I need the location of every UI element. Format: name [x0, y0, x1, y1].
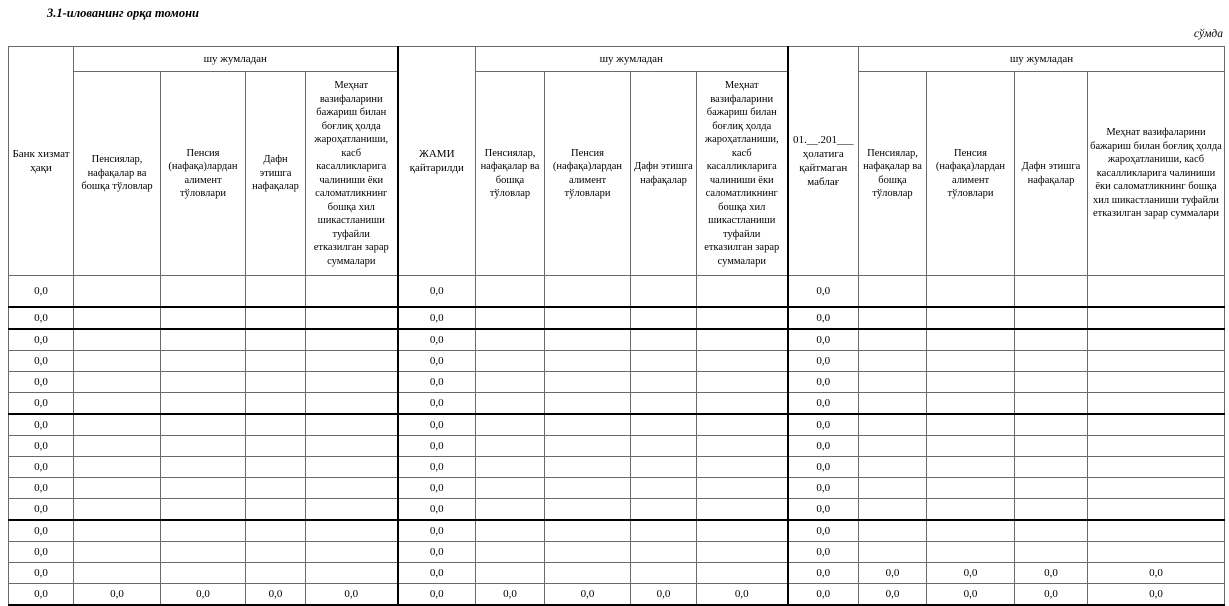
cell: 0,0 [476, 584, 545, 606]
cell [697, 542, 788, 563]
cell [306, 563, 398, 584]
cell [306, 520, 398, 542]
cell [859, 520, 927, 542]
cell: 0,0 [398, 414, 476, 436]
cell [476, 478, 545, 499]
cell [306, 499, 398, 521]
cell: 0,0 [398, 457, 476, 478]
cell [697, 351, 788, 372]
cell: 0,0 [788, 372, 859, 393]
cell [927, 542, 1015, 563]
cell: 0,0 [788, 393, 859, 415]
cell [927, 414, 1015, 436]
cell: 0,0 [398, 563, 476, 584]
column-header-burial-2: Дафн этишга нафақалар [631, 72, 697, 276]
cell [306, 414, 398, 436]
cell [476, 520, 545, 542]
cell: 0,0 [9, 584, 74, 606]
cell: 0,0 [9, 542, 74, 563]
cell: 0,0 [398, 276, 476, 308]
table-row [9, 372, 1225, 393]
column-header-injury-1: Меҳнат вазифаларини бажариш билан боғлиқ ҳолда жароҳатланиши, касб касалликларига чалиниши ёки саломатликнинг бошқа хил шикастланиши туфайли етказилган зарар суммалари [306, 72, 398, 276]
cell [246, 351, 306, 372]
cell: 0,0 [161, 584, 246, 606]
cell: 0,0 [1088, 563, 1225, 584]
cell [1088, 457, 1225, 478]
table-row [9, 457, 1225, 478]
cell [631, 478, 697, 499]
cell [697, 436, 788, 457]
cell: 0,0 [74, 584, 161, 606]
cell [631, 414, 697, 436]
cell [927, 499, 1015, 521]
cell: 0,0 [9, 478, 74, 499]
cell [545, 414, 631, 436]
cell: 0,0 [859, 563, 927, 584]
cell [306, 436, 398, 457]
cell [631, 329, 697, 351]
cell [161, 414, 246, 436]
cell [697, 414, 788, 436]
cell [927, 307, 1015, 329]
table-row [9, 584, 1225, 606]
cell [1088, 436, 1225, 457]
cell [476, 393, 545, 415]
cell: 0,0 [9, 276, 74, 308]
cell: 0,0 [788, 520, 859, 542]
cell: 0,0 [1015, 563, 1088, 584]
cell: 0,0 [927, 563, 1015, 584]
cell [859, 414, 927, 436]
cell [1088, 478, 1225, 499]
table-row [9, 329, 1225, 351]
cell: 0,0 [788, 307, 859, 329]
cell [631, 351, 697, 372]
cell [74, 414, 161, 436]
cell [927, 478, 1015, 499]
cell [545, 499, 631, 521]
cell [1088, 499, 1225, 521]
cell [697, 563, 788, 584]
table-row [9, 520, 1225, 542]
cell: 0,0 [9, 499, 74, 521]
cell [246, 563, 306, 584]
cell: 0,0 [398, 351, 476, 372]
cell [74, 276, 161, 308]
cell [1015, 499, 1088, 521]
cell [1015, 414, 1088, 436]
cell [161, 520, 246, 542]
cell [74, 307, 161, 329]
column-header-alimony-1: Пенсия (нафақа)лардан алимент тўловлари [161, 72, 246, 276]
cell [631, 276, 697, 308]
column-header-pensions-2: Пенсиялар, нафақалар ва бошқа тўловлар [476, 72, 545, 276]
cell [859, 457, 927, 478]
cell [306, 393, 398, 415]
cell: 0,0 [631, 584, 697, 606]
cell [246, 393, 306, 415]
cell [161, 351, 246, 372]
cell: 0,0 [788, 457, 859, 478]
cell [1088, 520, 1225, 542]
cell [631, 457, 697, 478]
table-row [9, 414, 1225, 436]
cell: 0,0 [9, 414, 74, 436]
cell [545, 478, 631, 499]
cell [927, 372, 1015, 393]
cell [859, 276, 927, 308]
cell [74, 499, 161, 521]
cell [927, 393, 1015, 415]
cell: 0,0 [788, 414, 859, 436]
cell [246, 457, 306, 478]
cell [161, 276, 246, 308]
cell [1015, 351, 1088, 372]
table-row [9, 307, 1225, 329]
cell: 0,0 [398, 436, 476, 457]
report-table [8, 46, 1225, 606]
cell [927, 436, 1015, 457]
page-title: 3.1-илованинг орқа томони [47, 6, 199, 20]
table-row [9, 276, 1225, 308]
cell [697, 307, 788, 329]
cell [74, 563, 161, 584]
table-row [9, 563, 1225, 584]
cell [306, 457, 398, 478]
cell [476, 372, 545, 393]
cell [631, 372, 697, 393]
cell [476, 414, 545, 436]
cell: 0,0 [398, 372, 476, 393]
cell [74, 478, 161, 499]
cell [476, 457, 545, 478]
cell [631, 307, 697, 329]
cell [697, 329, 788, 351]
cell [631, 520, 697, 542]
cell [1015, 329, 1088, 351]
cell: 0,0 [398, 307, 476, 329]
cell [306, 329, 398, 351]
cell [74, 457, 161, 478]
table-row [9, 351, 1225, 372]
cell [476, 542, 545, 563]
cell [697, 372, 788, 393]
column-header-injury-3: Меҳнат вазифаларини бажариш билан боғлиқ ҳолда жароҳатланиши, касб касалликларига чалиниши ёки саломатликнинг бошқа хил шикастланиши туфайли етказилган зарар суммалари [1088, 72, 1225, 276]
column-header-not-returned: 01.__.201___ ҳолатига қайтмаган маблағ [788, 47, 859, 276]
cell: 0,0 [398, 478, 476, 499]
cell: 0,0 [859, 584, 927, 606]
cell [1015, 457, 1088, 478]
cell: 0,0 [9, 351, 74, 372]
cell [476, 307, 545, 329]
cell: 0,0 [398, 542, 476, 563]
column-header-pensions-1: Пенсиялар, нафақалар ва бошқа тўловлар [74, 72, 161, 276]
cell [545, 351, 631, 372]
cell: 0,0 [9, 457, 74, 478]
cell [1015, 307, 1088, 329]
cell [1015, 436, 1088, 457]
cell [631, 563, 697, 584]
cell [859, 393, 927, 415]
cell [246, 542, 306, 563]
cell [476, 436, 545, 457]
cell [927, 520, 1015, 542]
cell: 0,0 [788, 478, 859, 499]
cell: 0,0 [697, 584, 788, 606]
cell: 0,0 [246, 584, 306, 606]
cell: 0,0 [9, 436, 74, 457]
cell [161, 436, 246, 457]
cell [74, 436, 161, 457]
cell: 0,0 [788, 584, 859, 606]
cell [545, 457, 631, 478]
column-header-bank-fee: Банк хизмат ҳақи [9, 47, 74, 276]
cell: 0,0 [398, 393, 476, 415]
cell [927, 276, 1015, 308]
cell [859, 436, 927, 457]
cell: 0,0 [9, 329, 74, 351]
currency-note: сўмда [1193, 28, 1223, 40]
cell [697, 499, 788, 521]
cell [306, 276, 398, 308]
cell [306, 307, 398, 329]
cell [1015, 520, 1088, 542]
cell: 0,0 [398, 499, 476, 521]
cell [161, 563, 246, 584]
cell [1088, 351, 1225, 372]
cell [161, 499, 246, 521]
cell [859, 372, 927, 393]
cell [927, 351, 1015, 372]
cell [1088, 542, 1225, 563]
cell: 0,0 [788, 563, 859, 584]
cell [476, 351, 545, 372]
cell [246, 276, 306, 308]
cell [1088, 307, 1225, 329]
cell: 0,0 [927, 584, 1015, 606]
cell [859, 499, 927, 521]
group-header-section3: шу жумладан [859, 47, 1225, 72]
cell [476, 499, 545, 521]
cell [246, 520, 306, 542]
cell: 0,0 [9, 307, 74, 329]
table-row [9, 499, 1225, 521]
column-header-burial-3: Дафн этишга нафақалар [1015, 72, 1088, 276]
cell [697, 478, 788, 499]
cell [161, 478, 246, 499]
table-body [9, 276, 1225, 606]
cell [161, 329, 246, 351]
cell [631, 499, 697, 521]
cell [1015, 276, 1088, 308]
cell [1088, 329, 1225, 351]
cell: 0,0 [398, 520, 476, 542]
cell: 0,0 [398, 329, 476, 351]
cell [927, 329, 1015, 351]
cell: 0,0 [788, 542, 859, 563]
cell: 0,0 [9, 563, 74, 584]
cell [246, 478, 306, 499]
column-header-alimony-2: Пенсия (нафақа)лардан алимент тўловлари [545, 72, 631, 276]
cell: 0,0 [9, 393, 74, 415]
cell [306, 372, 398, 393]
cell [246, 499, 306, 521]
cell [1088, 393, 1225, 415]
cell [246, 436, 306, 457]
table-row [9, 393, 1225, 415]
cell [161, 542, 246, 563]
cell: 0,0 [545, 584, 631, 606]
cell [476, 276, 545, 308]
table-row [9, 436, 1225, 457]
cell [306, 351, 398, 372]
cell [1088, 276, 1225, 308]
column-header-burial-1: Дафн этишга нафақалар [246, 72, 306, 276]
column-header-alimony-3: Пенсия (нафақа)лардан алимент тўловлари [927, 72, 1015, 276]
cell [545, 372, 631, 393]
cell [859, 351, 927, 372]
cell: 0,0 [1088, 584, 1225, 606]
cell: 0,0 [788, 276, 859, 308]
cell [545, 276, 631, 308]
cell [697, 457, 788, 478]
cell: 0,0 [788, 351, 859, 372]
cell [1015, 393, 1088, 415]
cell [74, 351, 161, 372]
cell [1088, 372, 1225, 393]
cell [306, 542, 398, 563]
table-row [9, 542, 1225, 563]
cell [859, 542, 927, 563]
cell [74, 520, 161, 542]
cell: 0,0 [788, 436, 859, 457]
cell [697, 520, 788, 542]
cell [161, 307, 246, 329]
cell [161, 372, 246, 393]
cell [697, 276, 788, 308]
cell: 0,0 [1015, 584, 1088, 606]
table-header [9, 47, 1225, 276]
cell [545, 329, 631, 351]
cell [927, 457, 1015, 478]
column-header-pensions-3: Пенсиялар, нафақалар ва бошқа тўловлар [859, 72, 927, 276]
cell [545, 393, 631, 415]
group-header-section1: шу жумладан [74, 47, 398, 72]
cell [631, 542, 697, 563]
cell [859, 307, 927, 329]
cell [1015, 542, 1088, 563]
cell [161, 457, 246, 478]
cell [859, 478, 927, 499]
cell [1015, 372, 1088, 393]
cell [545, 436, 631, 457]
cell [246, 414, 306, 436]
column-header-total-returned: ЖАМИ қайтарилди [398, 47, 476, 276]
cell [74, 329, 161, 351]
cell [246, 307, 306, 329]
cell [476, 563, 545, 584]
cell [74, 372, 161, 393]
cell [1088, 414, 1225, 436]
table-row [9, 478, 1225, 499]
cell [246, 329, 306, 351]
cell: 0,0 [788, 499, 859, 521]
cell [545, 307, 631, 329]
cell [161, 393, 246, 415]
cell: 0,0 [9, 520, 74, 542]
cell: 0,0 [306, 584, 398, 606]
cell: 0,0 [9, 372, 74, 393]
cell [74, 393, 161, 415]
cell [697, 393, 788, 415]
cell [246, 372, 306, 393]
group-header-section2: шу жумладан [476, 47, 788, 72]
cell [859, 329, 927, 351]
cell [545, 520, 631, 542]
cell [74, 542, 161, 563]
cell: 0,0 [398, 584, 476, 606]
cell [631, 393, 697, 415]
cell [545, 542, 631, 563]
cell [476, 329, 545, 351]
cell [631, 436, 697, 457]
cell [545, 563, 631, 584]
cell [1015, 478, 1088, 499]
column-header-injury-2: Меҳнат вазифаларини бажариш билан боғлиқ ҳолда жароҳатланиши, касб касалликларига чалиниши ёки саломатликнинг бошқа хил шикастланиши туфайли етказилган зарар суммалари [697, 72, 788, 276]
cell: 0,0 [788, 329, 859, 351]
cell [306, 478, 398, 499]
